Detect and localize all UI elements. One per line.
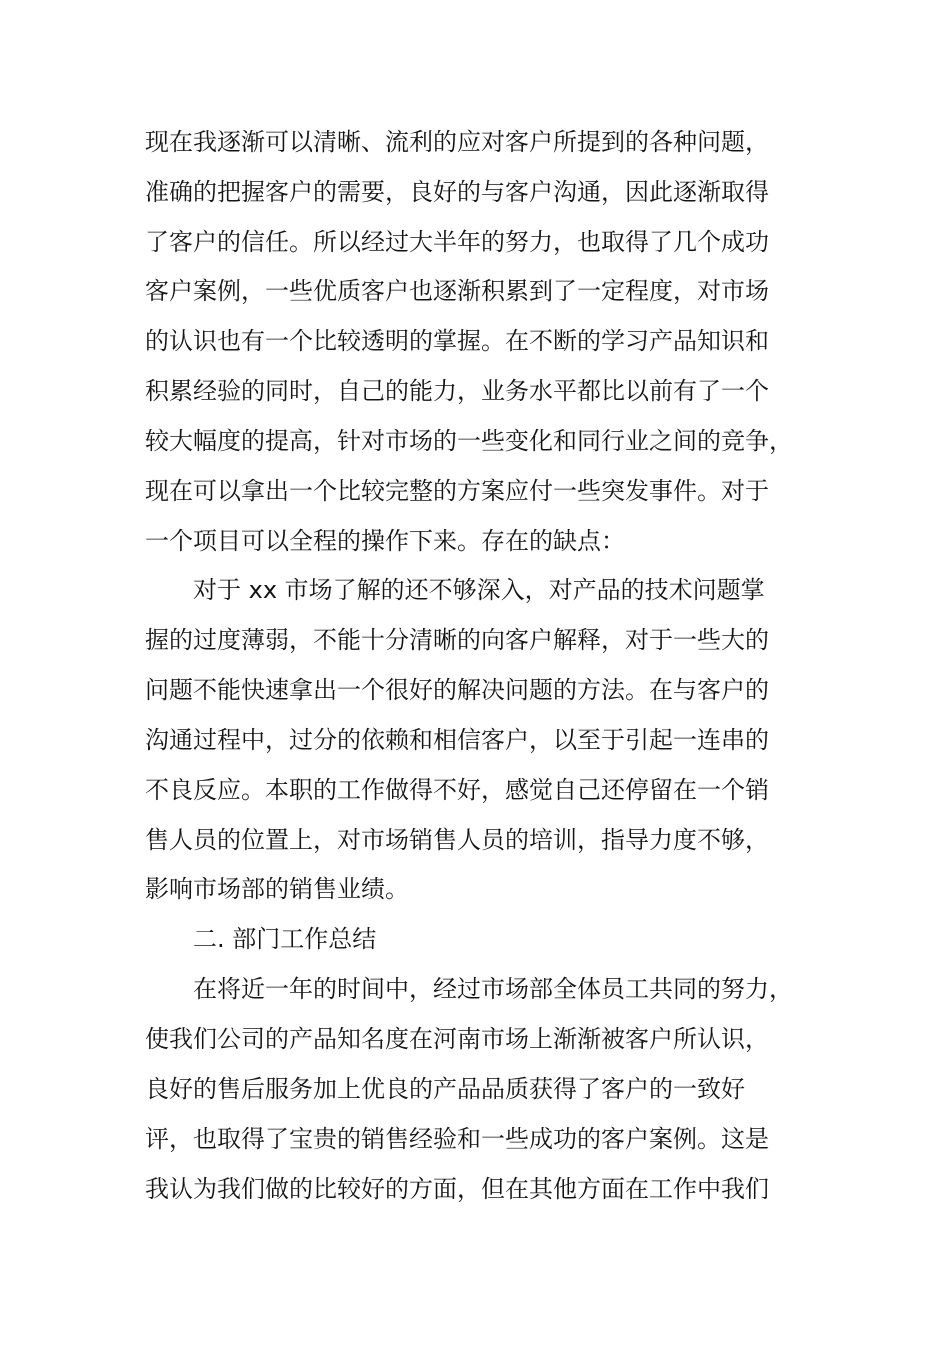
text-line: 握的过度薄弱，不能十分清晰的向客户解释，对于一些大的 bbox=[145, 626, 769, 654]
section-heading: 二. 部门工作总结 bbox=[193, 925, 377, 953]
text-line: 现在可以拿出一个比较完整的方案应付一些突发事件。对于 bbox=[145, 477, 769, 505]
text-line: 较大幅度的提高，针对市场的一些变化和同行业之间的竞争， bbox=[145, 427, 793, 455]
text-line: 不良反应。本职的工作做得不好，感觉自己还停留在一个销 bbox=[145, 776, 769, 804]
text-line: 了客户的信任。所以经过大半年的努力，也取得了几个成功 bbox=[145, 228, 769, 256]
text-line: 使我们公司的产品知名度在河南市场上渐渐被客户所认识， bbox=[145, 1025, 769, 1053]
text-line: 评，也取得了宝贵的销售经验和一些成功的客户案例。这是 bbox=[145, 1125, 769, 1153]
text-line: 现在我逐渐可以清晰、流利的应对客户所提到的各种问题， bbox=[145, 128, 769, 156]
text-line: 客户案例，一些优质客户也逐渐积累到了一定程度，对市场 bbox=[145, 277, 769, 305]
text-line: 一个项目可以全程的操作下来。存在的缺点： bbox=[145, 527, 625, 555]
paragraph-first-line: 对于 xx 市场了解的还不够深入，对产品的技术问题掌 bbox=[193, 576, 765, 604]
text-line: 沟通过程中，过分的依赖和相信客户，以至于引起一连串的 bbox=[145, 726, 769, 754]
text-line: 售人员的位置上，对市场销售人员的培训，指导力度不够， bbox=[145, 826, 769, 854]
text-line: 影响市场部的销售业绩。 bbox=[145, 875, 409, 903]
text-line: 问题不能快速拿出一个很好的解决问题的方法。在与客户的 bbox=[145, 676, 769, 704]
text-line: 的认识也有一个比较透明的掌握。在不断的学习产品知识和 bbox=[145, 327, 769, 355]
text-line: 积累经验的同时，自己的能力，业务水平都比以前有了一个 bbox=[145, 377, 769, 405]
text-line: 良好的售后服务加上优良的产品品质获得了客户的一致好 bbox=[145, 1075, 745, 1103]
text-line: 准确的把握客户的需要，良好的与客户沟通，因此逐渐取得 bbox=[145, 178, 769, 206]
paragraph-first-line: 在将近一年的时间中，经过市场部全体员工共同的努力， bbox=[193, 975, 793, 1003]
text-line: 我认为我们做的比较好的方面，但在其他方面在工作中我们 bbox=[145, 1175, 769, 1203]
